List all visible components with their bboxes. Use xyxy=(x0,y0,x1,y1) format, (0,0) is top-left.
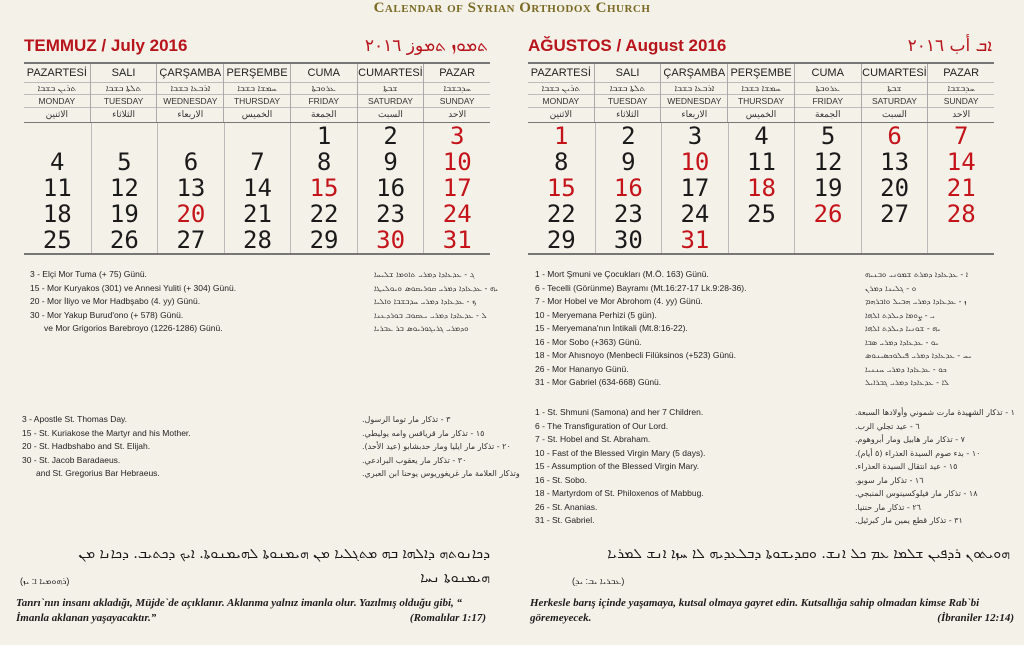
event-row xyxy=(22,427,500,441)
event-row xyxy=(535,514,1013,528)
day-cell: 19 xyxy=(794,175,861,201)
event-row xyxy=(535,376,1005,390)
empty-cell xyxy=(728,227,795,253)
event-row xyxy=(30,268,500,282)
weekday-tr: PAZAR xyxy=(439,67,476,79)
weekday-tr: CUMARTESİ xyxy=(862,67,927,79)
day-cell: 9 xyxy=(595,149,662,175)
event-text: 15 - Assumption of the Blessed Virgin Mary. xyxy=(535,461,700,471)
day-cell: 30 xyxy=(357,227,424,253)
event-text: 20 - St. Hadbshabo and St. Elijah. xyxy=(22,441,151,451)
event-arabic: ٢٠ - تذكار مار ايليا ومار حدبشابو (عيد الأحد). xyxy=(362,442,511,451)
day-cell: 7 xyxy=(224,149,291,175)
weekday-tr: ÇARŞAMBA xyxy=(663,67,726,79)
weekday-en: THURSDAY xyxy=(728,94,794,107)
weekday-ar: الاثنين xyxy=(528,107,594,120)
event-text: 3 - Elçi Mor Tuma (+ 75) Günü. xyxy=(30,269,147,279)
day-grid xyxy=(528,123,994,255)
verse-text: Tanrı`nın insanı akladığı, Müjde`de açıklanır. Aklanma yalnız imanla olur. Yazılmış olduğu gibi, “ İmanla aklanan yaşayacaktır.” xyxy=(16,597,463,624)
event-text: 6 - The Transfiguration of Our Lord. xyxy=(535,420,669,431)
day-cell: 18 xyxy=(42,200,72,228)
day-cell: 25 xyxy=(728,201,795,227)
month-august xyxy=(528,34,994,255)
event-row xyxy=(535,322,1005,336)
weekday-en: TUESDAY xyxy=(91,94,157,107)
weekday-tr: CUMA xyxy=(307,67,340,79)
weekday-tr: PAZARTESİ xyxy=(26,67,87,79)
weekday-sy: ܚܡܫܐ ܒܫܒܐ xyxy=(224,82,290,94)
day-cell: 2 xyxy=(357,123,424,149)
event-row xyxy=(22,454,500,468)
day-cell: 21 xyxy=(927,175,994,201)
verse-syriac-reference: (ܥܒܪܝܐ ܝܒ: ܝܕ) xyxy=(572,576,625,586)
weekday-tr: PERŞEMBE xyxy=(730,67,792,79)
event-text: 31 - St. Gabriel. xyxy=(535,515,595,525)
event-text: 15 - Meryemana'nın İntikali (Mt.8:16-22). xyxy=(535,323,688,333)
event-text: 26 - St. Ananias. xyxy=(535,501,598,512)
weekday-ar: الاحد xyxy=(928,107,994,120)
day-cell: 14 xyxy=(224,175,291,201)
event-row xyxy=(535,349,1005,363)
weekday-tr: SALI xyxy=(615,67,640,79)
weekday-header xyxy=(594,64,661,122)
day-grid xyxy=(24,123,490,255)
day-cell: 3 xyxy=(423,123,490,149)
day-cell: 6 xyxy=(861,123,928,149)
weekday-header xyxy=(223,64,290,122)
page-title: Calendar of Syrian Orthodox Church xyxy=(373,0,651,16)
weekday-headers xyxy=(528,64,994,123)
weekday-en: SUNDAY xyxy=(424,94,490,107)
day-cell: 11 xyxy=(42,174,72,202)
day-cell: 20 xyxy=(157,201,224,227)
event-syriac: ܘܕܡܪܝ ܓܪܝܓܘܪܝܘܣ ܒܪ ܥܒܪܝܐ xyxy=(374,324,469,333)
weekday-sy: ܚܕܒܫܒܐ xyxy=(424,82,490,94)
event-row xyxy=(30,309,500,323)
event-arabic: ١٥ - تذكار مار قرياقس وامه يوليطي. xyxy=(362,428,485,438)
verse-turkish xyxy=(16,596,486,626)
empty-cell xyxy=(24,123,91,149)
day-cell: 8 xyxy=(290,149,357,175)
weekday-ar: الاربعاء xyxy=(661,107,727,120)
events-english-august xyxy=(535,406,1013,528)
weekday-header xyxy=(423,64,490,122)
day-cell: 1 xyxy=(554,122,569,150)
event-row xyxy=(535,420,1013,434)
weekday-headers xyxy=(24,64,490,123)
event-text: 31 - Mor Gabriel (634-668) Günü. xyxy=(535,377,662,387)
day-cell: 14 xyxy=(927,149,994,175)
day-cell: 24 xyxy=(423,201,490,227)
weekday-ar: الثلاثاء xyxy=(91,107,157,120)
day-cell: 21 xyxy=(224,201,291,227)
event-text: 3 - Apostle St. Thomas Day. xyxy=(22,414,128,424)
event-arabic: ١٠ - بدء صوم السيدة العذراء (٥ أيام). xyxy=(855,448,981,458)
event-text: 15 - St. Kuriakose the Martyr and his Mother. xyxy=(22,427,191,438)
event-syriac: ܝܘ - ܥܕܥܐܕܐ ܕܡܪܝ ܣܒܐ xyxy=(865,337,939,347)
weekday-en: WEDNESDAY xyxy=(661,94,727,107)
day-cell: 16 xyxy=(357,175,424,201)
event-syriac: ܝ - ܨܘܡܐ ܕܝܠܕܬ ܐܠܗܐ xyxy=(865,310,935,320)
weekday-ar: الاربعاء xyxy=(157,107,223,120)
weekday-tr: SALI xyxy=(111,67,136,79)
event-row xyxy=(535,447,1013,461)
verse-syriac-reference: (ܪܗܘܡܝܐ ܐ: ܝܙ) xyxy=(20,576,70,586)
event-text: ve Mor Grigorios Barebroyo (1226-1286) Günü. xyxy=(44,323,223,333)
month-title: AĞUSTOS / August 2016 xyxy=(528,36,727,55)
weekday-sy: ܬܠܬܐ ܒܫܒܐ xyxy=(595,82,661,94)
weekday-sy: ܐܪܒܥܐ ܒܫܒܐ xyxy=(157,82,223,94)
day-cell: 22 xyxy=(546,200,576,228)
event-text: 16 - Mor Sobo (+363) Günü. xyxy=(535,336,642,347)
calendar-table xyxy=(528,62,994,255)
weekday-en: MONDAY xyxy=(24,94,90,107)
event-row xyxy=(535,474,1013,488)
event-arabic: ١٦ - تذكار مار سوبو. xyxy=(855,475,924,485)
events-turkish-july xyxy=(30,268,500,336)
day-cell: 23 xyxy=(595,201,662,227)
weekday-tr: CUMARTESİ xyxy=(358,67,423,79)
day-cell: 28 xyxy=(927,201,994,227)
day-cell: 7 xyxy=(927,123,994,149)
event-row xyxy=(30,322,500,336)
event-syriac: ܝܚ - ܥܕܥܐܕܐ ܕܡܪܝ ܦܝܠܘܟܣܝܢܘܣ xyxy=(865,351,972,360)
day-cell: 31 xyxy=(661,227,728,253)
event-arabic: ١٨ - تذكار مار فيلوكسينوس المنبجي. xyxy=(855,489,978,498)
event-text: 16 - St. Sobo. xyxy=(535,474,587,485)
events-english-july xyxy=(22,413,520,481)
event-row xyxy=(30,295,500,309)
event-row xyxy=(535,433,1013,447)
weekday-en: FRIDAY xyxy=(795,94,861,107)
weekday-sy: ܬܪܝܢ ܒܫܒܐ xyxy=(528,82,594,94)
weekday-sy: ܐܪܒܥܐ ܒܫܒܐ xyxy=(661,82,727,94)
event-arabic: ٦ - عيد تجلي الرب. xyxy=(855,421,920,431)
event-row xyxy=(22,440,511,454)
day-cell: 9 xyxy=(357,149,424,175)
weekday-sy: ܬܠܬܐ ܒܫܒܐ xyxy=(91,82,157,94)
event-text: 6 - Tecelli (Görünme) Bayramı (Mt.16:27-17 Lk.9:28-36). xyxy=(535,282,747,293)
weekday-ar: الخميس xyxy=(728,107,794,120)
weekday-tr: CUMA xyxy=(811,67,844,79)
weekday-ar: الاثنين xyxy=(24,107,90,120)
event-arabic: وتذكار العلامة مار غريغوريوس يوحنا ابن العبري. xyxy=(362,469,520,478)
event-row xyxy=(535,268,1005,282)
empty-cell xyxy=(861,227,928,253)
event-row xyxy=(22,413,500,427)
event-text: and St. Gregorius Bar Hebraeus. xyxy=(36,468,160,478)
weekday-header xyxy=(528,64,594,122)
day-cell: 29 xyxy=(546,226,576,254)
event-row xyxy=(535,336,1005,350)
event-row xyxy=(22,467,520,481)
weekday-tr: PERŞEMBE xyxy=(226,67,288,79)
event-row xyxy=(30,282,500,296)
day-cell: 15 xyxy=(546,174,576,202)
day-cell: 27 xyxy=(861,201,928,227)
verse-text: Herkesle barış içinde yaşamaya, kutsal olmaya gayret edin. Kutsallığa sahip olmadan kimse Rab`bi göremeyecek. xyxy=(530,597,980,624)
day-cell: 15 xyxy=(290,175,357,201)
event-text: 20 - Mor İliyo ve Mor Hadbşabo (4. yy) Günü. xyxy=(30,296,201,306)
day-cell: 12 xyxy=(794,149,861,175)
day-cell: 17 xyxy=(661,175,728,201)
day-cell: 20 xyxy=(861,175,928,201)
weekday-en: WEDNESDAY xyxy=(157,94,223,107)
day-cell: 10 xyxy=(423,149,490,175)
month-title-alt: ܐܒ أب ٢٠١٦ xyxy=(907,36,992,56)
day-cell: 1 xyxy=(290,123,357,149)
weekday-sy: ܬܪܝܢ ܒܫܒܐ xyxy=(24,82,90,94)
day-cell: 30 xyxy=(595,227,662,253)
day-cell: 10 xyxy=(661,149,728,175)
weekday-sy: ܥܪܘܒܬܐ xyxy=(291,82,357,94)
weekday-ar: الجمعة xyxy=(291,107,357,120)
weekday-ar: السبت xyxy=(862,107,928,120)
event-text: 18 - Mor Ahısnoyo (Menbecli Filüksinos (+523) Günü. xyxy=(535,350,737,360)
event-text: 10 - Fast of the Blessed Virgin Mary (5 days). xyxy=(535,447,706,458)
event-syriac: ܝܗ - ܥܕܥܐܕܐ ܕܡܪܝ ܩܘܪܝܩܘܣ ܘܝܘܠܝܛܐ xyxy=(374,283,499,293)
weekday-header xyxy=(290,64,357,122)
day-cell: 31 xyxy=(423,227,490,253)
day-cell: 2 xyxy=(595,123,662,149)
day-cell: 23 xyxy=(357,201,424,227)
weekday-ar: الخميس xyxy=(224,107,290,120)
event-row xyxy=(535,501,1013,515)
weekday-header xyxy=(357,64,424,122)
day-cell: 5 xyxy=(794,123,861,149)
empty-cell xyxy=(157,123,224,149)
event-syriac: ܟ - ܥܕܥܐܕܐ ܕܡܪܝ ܚܕܒܫܒܐ ܘܐܠܝܐ xyxy=(374,297,477,306)
day-cell: 28 xyxy=(224,227,291,253)
event-arabic: ٣٠ - تذكار مار يعقوب البرادعي. xyxy=(362,455,467,465)
weekday-tr: PAZAR xyxy=(943,67,980,79)
verse-citation: (Romalılar 1:17) xyxy=(409,612,486,624)
day-cell: 11 xyxy=(728,149,795,175)
event-arabic: ١٥ - عيد انتقال السيدة العذراء. xyxy=(855,462,958,471)
day-cell: 18 xyxy=(728,175,795,201)
weekday-sy: ܫܒܬܐ xyxy=(358,82,424,94)
verse-syriac-line2: ܗܝܡܢܘܬܐ ܢܚܐ xyxy=(420,570,490,586)
event-row xyxy=(535,363,1005,377)
calendar-table xyxy=(24,62,490,255)
month-title: TEMMUZ / July 2016 xyxy=(24,36,188,55)
event-row xyxy=(535,406,1013,420)
event-arabic: ١ - تذكار الشهيدة مارت شموني وأولادها السبعة. xyxy=(855,408,1015,417)
day-cell: 3 xyxy=(661,123,728,149)
event-text: 1 - St. Shmuni (Samona) and her 7 Children. xyxy=(535,407,704,417)
weekday-en: TUESDAY xyxy=(595,94,661,107)
event-row xyxy=(535,309,1005,323)
event-syriac: ܠ - ܥܕܥܐܕܐ ܕܡܪܝ ܝܥܩܘܒ ܒܘܪܕܥܢܐ xyxy=(374,310,487,320)
event-text: 30 - Mor Yakup Burud'ono (+ 578) Günü. xyxy=(30,309,184,320)
weekday-header xyxy=(156,64,223,122)
weekday-sy: ܚܕܒܫܒܐ xyxy=(928,82,994,94)
weekday-header xyxy=(794,64,861,122)
verse-turkish xyxy=(530,596,1014,626)
empty-cell xyxy=(91,123,158,149)
event-row xyxy=(535,460,1013,474)
weekday-en: SUNDAY xyxy=(928,94,994,107)
day-cell: 5 xyxy=(91,149,158,175)
day-cell: 4 xyxy=(728,123,795,149)
weekday-ar: الجمعة xyxy=(795,107,861,120)
day-cell: 4 xyxy=(50,148,65,176)
weekday-en: THURSDAY xyxy=(224,94,290,107)
empty-cell xyxy=(927,227,994,253)
month-title-alt: ܬܡܘܙ ܬܡوز ٢٠١٦ xyxy=(364,36,488,56)
verse-syriac: ܗܘܝܬܘܢ ܪܕܦܝܢ ܫܠܡܐ ܥܡ ܟܠ ܐܢܫ. ܘܩܕܝܫܘܬܐ ܕܒܠܥܕܝܗ ܠܐ ܚܙܐ ܐܢܫ ܠܡܪܝܐ xyxy=(607,546,1010,562)
day-cell: 13 xyxy=(861,149,928,175)
event-syriac: ܠܐ - ܥܕܥܐܕܐ ܕܡܪܝ ܓܒܪܐܝܠ xyxy=(865,378,949,387)
day-cell: 6 xyxy=(157,149,224,175)
verse-citation: (İbraniler 12:14) xyxy=(937,612,1014,624)
event-arabic: ٣ - تذكار مار توما الرسول. xyxy=(362,415,451,424)
weekday-en: FRIDAY xyxy=(291,94,357,107)
event-syriac: ܐ - ܥܕܥܐܕܐ ܕܡܪܬ ܫܡܘܢܝ ܘܒܢܝܗ xyxy=(865,270,969,279)
event-row xyxy=(535,295,1005,309)
event-text: 1 - Mort Şmuni ve Çocukları (M.Ö. 163) Günü. xyxy=(535,269,709,279)
weekday-tr: ÇARŞAMBA xyxy=(159,67,222,79)
weekday-ar: الاحد xyxy=(424,107,490,120)
weekday-ar: السبت xyxy=(358,107,424,120)
weekday-tr: PAZARTESİ xyxy=(530,67,591,79)
empty-cell xyxy=(224,123,291,149)
weekday-sy: ܚܡܫܐ ܒܫܒܐ xyxy=(728,82,794,94)
weekday-header xyxy=(90,64,157,122)
event-syriac: ܟܘ - ܥܕܥܐܕܐ ܕܡܪܝ ܚܢܢܝܐ xyxy=(865,364,947,374)
weekday-header xyxy=(24,64,90,122)
event-syriac: ܝܗ - ܫܘܢܝܐ ܕܝܠܕܬ ܐܠܗܐ xyxy=(865,324,941,333)
day-cell: 24 xyxy=(661,201,728,227)
weekday-en: MONDAY xyxy=(528,94,594,107)
weekday-ar: الثلاثاء xyxy=(595,107,661,120)
event-syriac: ܙ - ܥܕܥܐܕܐ ܕܡܪܝ ܗܒܝܠ ܘܐܒܪܗܡ xyxy=(865,297,967,306)
event-text: 30 - St. Jacob Baradaeus. xyxy=(22,454,121,465)
day-cell: 26 xyxy=(91,227,158,253)
event-arabic: ٢٦ - تذكار مار حننيا. xyxy=(855,502,921,512)
event-text: 7 - Mor Hobel ve Mor Abrohom (4. yy) Günü. xyxy=(535,296,703,306)
weekday-en: SATURDAY xyxy=(358,94,424,107)
day-cell: 16 xyxy=(595,175,662,201)
weekday-header xyxy=(927,64,994,122)
empty-cell xyxy=(794,227,861,253)
verse-syriac: ܕܟܐܢܘܬܗ ܕܐܠܗܐ ܒܗ ܡܬܓܠܝܐ ܡܢ ܗܝܡܢܘܬܐ ܠܗܝܡܢܘܬܐ. ܐܝܟ ܕܟܬܝܒ. ܕܟܐܢܐ ܡܢ xyxy=(78,546,490,562)
day-cell: 26 xyxy=(794,201,861,227)
weekday-en: SATURDAY xyxy=(862,94,928,107)
event-syriac: ܓ - ܥܕܥܐܕܐ ܕܡܪܝ ܬܐܘܡܐ ܫܠܝܚܐ xyxy=(374,270,475,279)
event-text: 15 - Mor Kuryakos (301) ve Annesi Yuliti (+ 304) Günü. xyxy=(30,282,237,293)
day-cell: 8 xyxy=(554,148,569,176)
event-syriac: ܘ - ܓܠܝܢܐ ܕܡܪܢ xyxy=(865,283,917,293)
event-arabic: ٧ - تذكار مار هابيل ومار أبروهوم. xyxy=(855,435,965,444)
events-turkish-august xyxy=(535,268,1005,390)
weekday-sy: ܫܒܬܐ xyxy=(862,82,928,94)
day-cell: 12 xyxy=(91,175,158,201)
event-row xyxy=(535,282,1005,296)
event-row xyxy=(535,487,1013,501)
weekday-header xyxy=(861,64,928,122)
month-july xyxy=(24,34,490,255)
weekday-header xyxy=(660,64,727,122)
weekday-header xyxy=(727,64,794,122)
event-text: 7 - St. Hobel and St. Abraham. xyxy=(535,434,651,444)
day-cell: 29 xyxy=(290,227,357,253)
day-cell: 13 xyxy=(157,175,224,201)
event-text: 18 - Martyrdom of St. Philoxenos of Mabbug. xyxy=(535,488,704,498)
day-cell: 22 xyxy=(290,201,357,227)
day-cell: 27 xyxy=(157,227,224,253)
event-arabic: ٣١ - تذكار قطع يمين مار كبرئيل. xyxy=(855,516,963,525)
day-cell: 17 xyxy=(423,175,490,201)
day-cell: 19 xyxy=(91,201,158,227)
event-text: 10 - Meryemana Perhizi (5 gün). xyxy=(535,309,657,320)
day-cell: 25 xyxy=(42,226,72,254)
event-text: 26 - Mor Hananyo Günü. xyxy=(535,363,629,374)
weekday-sy: ܥܪܘܒܬܐ xyxy=(795,82,861,94)
